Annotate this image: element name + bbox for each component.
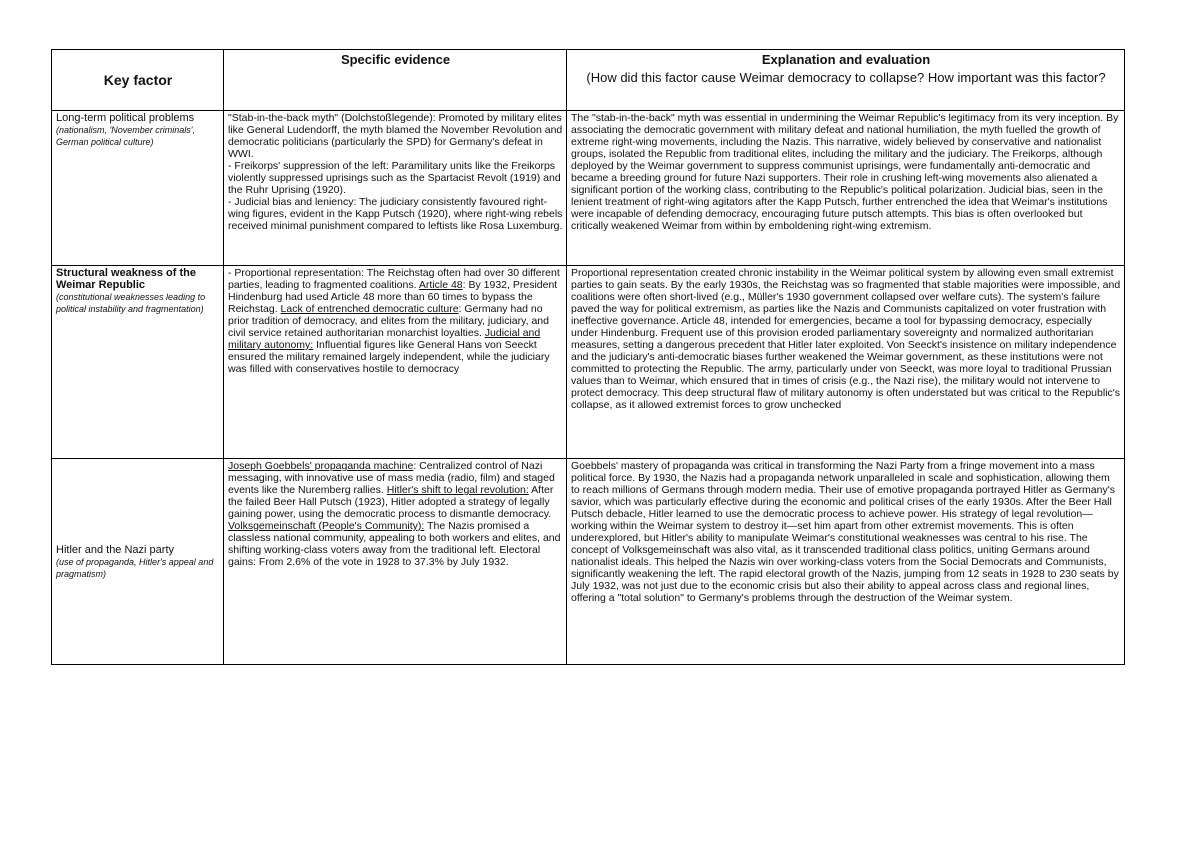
evidence-text: After the failed Beer Hall Putsch (1923), Hitler adopted a strategy of legally gaining power, using the democratic process to dismantle democracy.	[228, 484, 554, 520]
factor-title: Long-term political problems	[56, 112, 195, 124]
factor-subtitle: (use of propaganda, Hitler's appeal and pragmatism)	[56, 556, 214, 579]
evaluation-table	[51, 49, 1125, 665]
table-row	[52, 111, 1125, 266]
evidence-cell	[224, 266, 567, 459]
factor-title: Structural weakness of the Weimar Republic	[56, 267, 196, 291]
evidence-paragraph: - Freikorps' suppression of the left: Paramilitary units like the Freikorps violently suppressed uprisings such as the Spartacist Revolt (1919) and the Ruhr Uprising (1920).	[228, 160, 561, 196]
evidence-text: : Centralized control of Nazi messaging, with innovative use of mass media (radio, film) and staged events like the Nuremberg rallies.	[228, 460, 555, 496]
explanation-header	[567, 50, 1125, 111]
evidence-heading: Judicial and military autonomy:	[228, 327, 541, 351]
evidence-text: The Nazis promised a classless national community, appealing to both workers and elites, and shifting working-class voters away from the traditional left. Electoral gains: From 2.6% of the vote in 1928 to 37.3% by July 1932.	[228, 520, 561, 568]
factor-subtitle: (nationalism, 'November criminals', German political culture)	[56, 125, 195, 147]
explanation-title: Explanation and evaluation	[761, 52, 931, 67]
evidence-paragraph: - Judicial bias and leniency: The judiciary consistently favoured right-wing figures, evident in the Kapp Putsch (1920), where right-wing rebels received minimal punishment compared to leftists like Rosa Luxemburg.	[228, 196, 563, 232]
table-row	[52, 266, 1125, 459]
explanation-subtitle: (How did this factor cause Weimar democracy to collapse? How important was this factor?	[586, 70, 1106, 85]
key-factor-header: Key factor	[52, 50, 224, 111]
evidence-cell	[224, 459, 567, 665]
key-factor-cell	[52, 111, 224, 266]
factor-subtitle: (constitutional weaknesses leading to political instability and fragmentation)	[56, 292, 206, 314]
evidence-text: : Germany had no prior tradition of democracy, and elites from the military, judiciary, and civil service retained authoritarian monarchist loyalties.	[228, 303, 549, 339]
key-factor-cell	[52, 459, 224, 665]
evidence-text: Influential figures like General Hans von Seeckt ensured the military remained largely independent, while the judiciary was filled with conservatives hostile to democracy	[228, 339, 550, 375]
evidence-heading: Joseph Goebbels' propaganda machine	[228, 460, 414, 472]
header-row	[52, 50, 1125, 111]
specific-evidence-header	[224, 50, 567, 111]
evidence-cell	[224, 111, 567, 266]
key-factor-cell	[52, 266, 224, 459]
evidence-text: - Proportional representation: The Reichstag often had over 30 different parties, leading to fragmented coalitions.	[228, 267, 560, 291]
specific-evidence-title: Specific evidence	[340, 52, 451, 67]
explanation-cell: Goebbels' mastery of propaganda was critical in transforming the Nazi Party from a fringe movement into a mass political force. By 1930, the Nazis had a propaganda network unparalleled in scale and sophistication, allowing them to reach millions of Germans through modern media. Their use of emotive propaganda portrayed Hitler as Germany's savior, which was particularly effective during the economic and political crises of the early 1930s. After the Beer Hall Putsch debacle, Hitler learned to use the democratic process to achieve power. His strategy of legal revolution—working within the Weimar system to destroy it—set him apart from other extremist movements. This is often underexplored, but Hitler's ability to manipulate Weimar's constitutional weaknesses was central to his rise. The concept of Volksgemeinschaft was also vital, as it transcended traditional class politics, uniting Germans around nationalist ideals. This helped the Nazis win over working-class voters from the Social Democrats and Communists, significantly weakening the left. The rapid electoral growth of the Nazis, jumping from 12 seats in 1928 to 230 seats by July 1932, was not just due to the economic crisis but also their ability to appeal across class and regional lines, offering a "total solution" to Germany's problems through the destruction of the Weimar system.	[567, 459, 1125, 665]
evidence-heading: Article 48	[418, 279, 463, 291]
explanation-cell: The "stab-in-the-back" myth was essential in undermining the Weimar Republic's legitimacy from its very inception. By associating the democratic government with military defeat and national humiliation, the myth fuelled the growth of extreme right-wing movements, including the Nazis. This narrative, widely believed by conservative and nationalist groups, isolated the Republic from traditional elites, including the military and the judiciary. The Freikorps, although deployed by the Weimar government to suppress communist uprisings, were fundamentally anti-democratic and became a breeding ground for future Nazi supporters. Their role in crushing left-wing movements also alienated a significant portion of the working class, contributing to the Republic's political polarization. Judicial bias, seen in the lenient treatment of right-wing agitators after the Kapp Putsch, further entrenched the idea that Weimar's institutions were incapable of defending democracy, encouraging future putsch attempts. This bias is often overlooked but critically weakened Weimar from within by emboldening right-wing extremism.	[567, 111, 1125, 266]
table-row	[52, 459, 1125, 665]
explanation-cell: Proportional representation created chronic instability in the Weimar political system by allowing even small extremist parties to gain seats. By the early 1930s, the Reichstag was so fragmented that stable majorities were impossible, and coalitions were often short-lived (e.g., Müller's 1930 government collapsed over welfare cuts). The system's failure paved the way for political extremism, as parties like the Nazis and Communists capitalized on voter frustration with ineffective governance. Article 48, intended for emergencies, became a tool for bypassing democracy, especially under Hindenburg. Frequent use of this provision eroded parliamentary sovereignty and normalized authoritarian measures, setting a dangerous precedent that Hitler later exploited. Von Seeckt's insistence on military independence and the judiciary's anti-democratic biases further weakened the Weimar government, as these institutions were not committed to protecting the Republic. The army, particularly under von Seeckt, was more loyal to traditional Prussian values than to Weimar, which ensured that in times of crisis (e.g., the Nazi rise), the military would not intervene to protect democracy. This deep structural flaw of military autonomy is often understated but was critical to the Republic's collapse, as it allowed extremist forces to grow unchecked	[567, 266, 1125, 459]
evidence-heading: Volksgemeinschaft (People's Community):	[228, 520, 425, 532]
evidence-paragraph: "Stab-in-the-back myth" (Dolchstoßlegende): Promoted by military elites like General Ludendorff, the myth blamed the November Revolution and democratic politicians (particularly the SPD) for Germany's defeat in WWI.	[228, 112, 563, 160]
evidence-text: : By 1932, President Hindenburg had used Article 48 more than 60 times to bypass the Reichstag.	[228, 279, 558, 315]
evidence-heading: Hitler's shift to legal revolution:	[386, 484, 529, 496]
factor-title: Hitler and the Nazi party	[56, 543, 174, 556]
evidence-heading: Lack of entrenched democratic culture	[280, 303, 459, 315]
